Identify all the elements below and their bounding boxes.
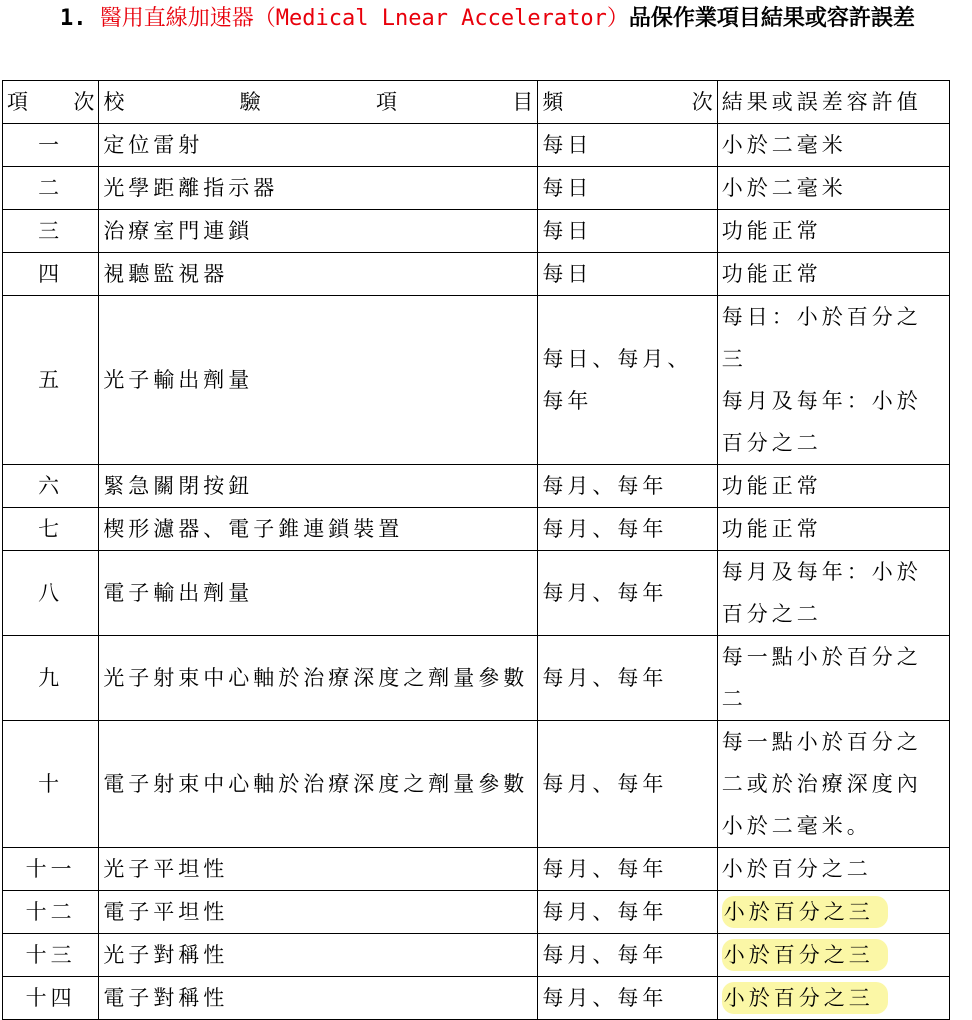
row-number: 八	[3, 551, 99, 636]
header-item-part: 驗	[239, 90, 261, 114]
header-item-part: 目	[512, 90, 534, 114]
row-tolerance: 每一點小於百分之二	[717, 636, 949, 721]
row-item: 光學距離指示器	[99, 167, 538, 210]
row-frequency: 每日	[538, 210, 717, 253]
row-frequency: 每日	[538, 253, 717, 296]
row-tolerance: 每日：小於百分之三 每月及每年：小於百分之二	[717, 296, 949, 465]
row-item: 光子平坦性	[99, 848, 538, 891]
table-row	[3, 296, 950, 465]
table-row	[3, 891, 950, 934]
row-item: 光子輸出劑量	[99, 296, 538, 465]
row-number: 十二	[3, 891, 99, 934]
table-row	[3, 508, 950, 551]
row-item: 視聽監視器	[99, 253, 538, 296]
header-frequency	[538, 81, 717, 124]
row-frequency: 每月、每年	[538, 636, 717, 721]
row-tolerance: 功能正常	[717, 210, 949, 253]
highlighted-tolerance: 小於百分之三	[722, 896, 888, 928]
qa-table	[2, 80, 950, 1020]
row-tolerance: 小於百分之二	[717, 848, 949, 891]
page-title	[60, 4, 972, 34]
row-frequency: 每日、每月、每年	[538, 296, 717, 465]
row-tolerance: 功能正常	[717, 253, 949, 296]
table-row	[3, 124, 950, 167]
title-description: 品保作業項目結果或容許誤差	[628, 6, 915, 31]
row-tolerance: 每一點小於百分之二或於治療深度內小於二毫米。	[717, 721, 949, 848]
header-item	[99, 81, 538, 124]
header-item-part: 校	[103, 90, 125, 114]
row-item: 光子射束中心軸於治療深度之劑量參數	[99, 636, 538, 721]
row-number: 二	[3, 167, 99, 210]
row-frequency: 每日	[538, 167, 717, 210]
highlighted-tolerance: 小於百分之三	[722, 982, 888, 1014]
row-number: 三	[3, 210, 99, 253]
highlighted-tolerance: 小於百分之三	[722, 939, 888, 971]
row-tolerance: 小於二毫米	[717, 124, 949, 167]
title-device-name: 醫用直線加速器（Medical Lnear Accelerator）	[99, 6, 629, 31]
row-number: 十一	[3, 848, 99, 891]
row-item: 治療室門連鎖	[99, 210, 538, 253]
row-tolerance: 小於二毫米	[717, 167, 949, 210]
row-frequency: 每月、每年	[538, 465, 717, 508]
table-row	[3, 636, 950, 721]
row-frequency: 每日	[538, 124, 717, 167]
row-number: 七	[3, 508, 99, 551]
row-item: 楔形濾器、電子錐連鎖裝置	[99, 508, 538, 551]
row-frequency: 每月、每年	[538, 934, 717, 977]
row-frequency: 每月、每年	[538, 891, 717, 934]
row-frequency: 每月、每年	[538, 551, 717, 636]
header-frequency-part: 次	[691, 90, 713, 114]
table-row	[3, 210, 950, 253]
row-number: 十四	[3, 977, 99, 1020]
header-no-part: 項	[7, 90, 28, 114]
row-item: 電子平坦性	[99, 891, 538, 934]
row-frequency: 每月、每年	[538, 977, 717, 1020]
row-tolerance	[717, 934, 949, 977]
row-tolerance	[717, 977, 949, 1020]
row-frequency: 每月、每年	[538, 508, 717, 551]
table-row	[3, 253, 950, 296]
row-item: 電子輸出劑量	[99, 551, 538, 636]
row-tolerance: 每月及每年：小於百分之二	[717, 551, 949, 636]
row-number: 一	[3, 124, 99, 167]
header-no-part: 次	[73, 90, 95, 114]
header-frequency-part: 頻	[542, 90, 564, 114]
row-item: 電子對稱性	[99, 977, 538, 1020]
row-item: 定位雷射	[99, 124, 538, 167]
row-item: 緊急關閉按鈕	[99, 465, 538, 508]
table-header-row	[3, 81, 950, 124]
header-item-part: 項	[375, 90, 397, 114]
row-number: 十	[3, 721, 99, 848]
table-body	[3, 124, 950, 1020]
table-row	[3, 551, 950, 636]
title-number: 1.	[60, 6, 87, 31]
row-item: 光子對稱性	[99, 934, 538, 977]
header-tolerance: 結果或誤差容許值	[717, 81, 949, 124]
table-row	[3, 721, 950, 848]
row-number: 四	[3, 253, 99, 296]
row-number: 九	[3, 636, 99, 721]
table-row	[3, 848, 950, 891]
row-tolerance	[717, 891, 949, 934]
header-no	[3, 81, 99, 124]
table-row	[3, 934, 950, 977]
table-row	[3, 465, 950, 508]
row-tolerance: 功能正常	[717, 508, 949, 551]
table-row	[3, 167, 950, 210]
row-number: 五	[3, 296, 99, 465]
row-item: 電子射束中心軸於治療深度之劑量參數	[99, 721, 538, 848]
row-number: 六	[3, 465, 99, 508]
row-number: 十三	[3, 934, 99, 977]
row-tolerance: 功能正常	[717, 465, 949, 508]
row-frequency: 每月、每年	[538, 721, 717, 848]
row-frequency: 每月、每年	[538, 848, 717, 891]
table-row	[3, 977, 950, 1020]
